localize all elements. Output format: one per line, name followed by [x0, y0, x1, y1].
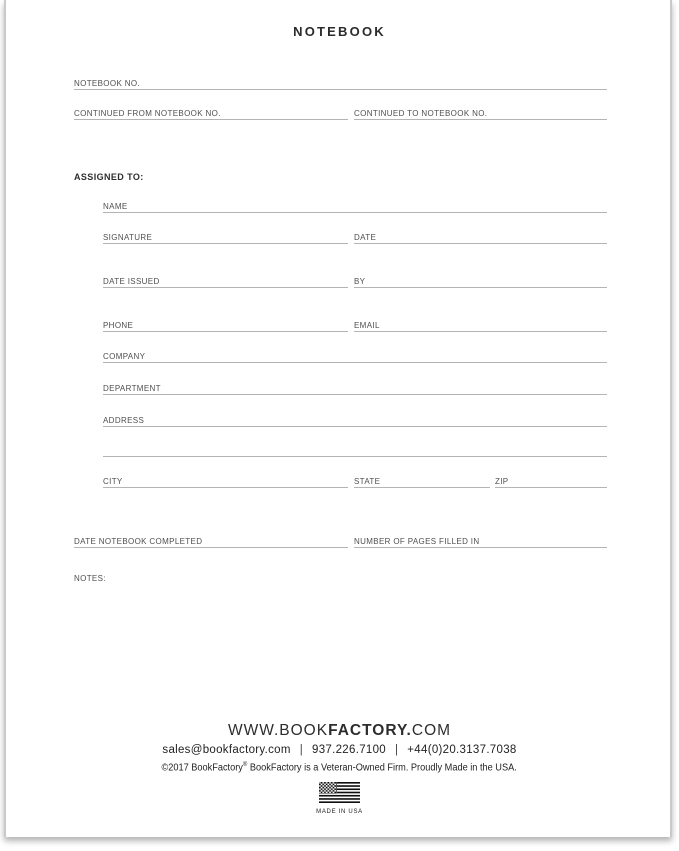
separator: |	[299, 744, 304, 756]
email-field	[354, 317, 607, 332]
continued-to-field	[354, 105, 607, 120]
contact-phone-us: 937.226.7100	[312, 744, 386, 756]
made-in-usa-block	[0, 782, 679, 815]
address-field	[103, 412, 607, 427]
name-label: NAME	[103, 202, 128, 211]
department-label: DEPARTMENT	[103, 384, 161, 393]
contact-line	[0, 744, 679, 756]
city-field	[103, 473, 348, 488]
phone-field	[103, 317, 348, 332]
by-label: BY	[354, 277, 366, 286]
date-field	[354, 229, 607, 244]
copyright-post: BookFactory is a Veteran-Owned Firm. Proudly Made in the USA.	[247, 762, 518, 774]
name-field	[103, 198, 607, 213]
date-completed-field	[74, 533, 348, 548]
continued-to-label: CONTINUED TO NOTEBOOK NO.	[354, 109, 488, 118]
phone-label: PHONE	[103, 321, 134, 330]
notebook-no-label: NOTEBOOK NO.	[74, 79, 140, 88]
continued-from-field	[74, 105, 348, 120]
address-field-line2	[103, 442, 607, 457]
assigned-to-heading: ASSIGNED TO:	[74, 172, 144, 182]
address-label: ADDRESS	[103, 416, 145, 425]
usa-flag-icon	[319, 782, 360, 803]
company-field	[103, 348, 607, 363]
by-field	[354, 273, 607, 288]
page-title: NOTEBOOK	[293, 24, 386, 39]
website-url-pre: WWW.BOOK	[227, 722, 329, 739]
continued-from-label: CONTINUED FROM NOTEBOOK NO.	[74, 109, 221, 118]
zip-label: ZIP	[495, 477, 509, 486]
state-field	[354, 473, 490, 488]
department-field	[103, 380, 607, 395]
contact-phone-uk: +44(0)20.3137.7038	[407, 744, 517, 756]
email-label: EMAIL	[354, 321, 380, 330]
date-issued-field	[103, 273, 348, 288]
state-label: STATE	[354, 477, 381, 486]
made-in-usa-label: MADE IN USA	[316, 809, 363, 815]
pages-filled-field	[354, 533, 607, 548]
date-issued-label: DATE ISSUED	[103, 277, 160, 286]
contact-email: sales@bookfactory.com	[162, 744, 291, 756]
website-url	[0, 722, 679, 740]
notes-label: NOTES:	[74, 574, 106, 583]
registered-mark: ®	[243, 761, 248, 768]
website-url-bold: FACTORY.	[328, 722, 412, 739]
website-url-post: COM	[411, 722, 452, 739]
company-label: COMPANY	[103, 352, 146, 361]
date-label: DATE	[354, 233, 377, 242]
copyright-pre: ©2017 BookFactory	[161, 762, 244, 774]
pages-filled-label: NUMBER OF PAGES FILLED IN	[354, 537, 480, 546]
date-completed-label: DATE NOTEBOOK COMPLETED	[74, 537, 203, 546]
signature-field	[103, 229, 348, 244]
zip-field	[495, 473, 607, 488]
signature-label: SIGNATURE	[103, 233, 153, 242]
notebook-no-field	[74, 75, 607, 90]
city-label: CITY	[103, 477, 123, 486]
copyright-line	[0, 761, 679, 773]
separator: |	[394, 744, 399, 756]
